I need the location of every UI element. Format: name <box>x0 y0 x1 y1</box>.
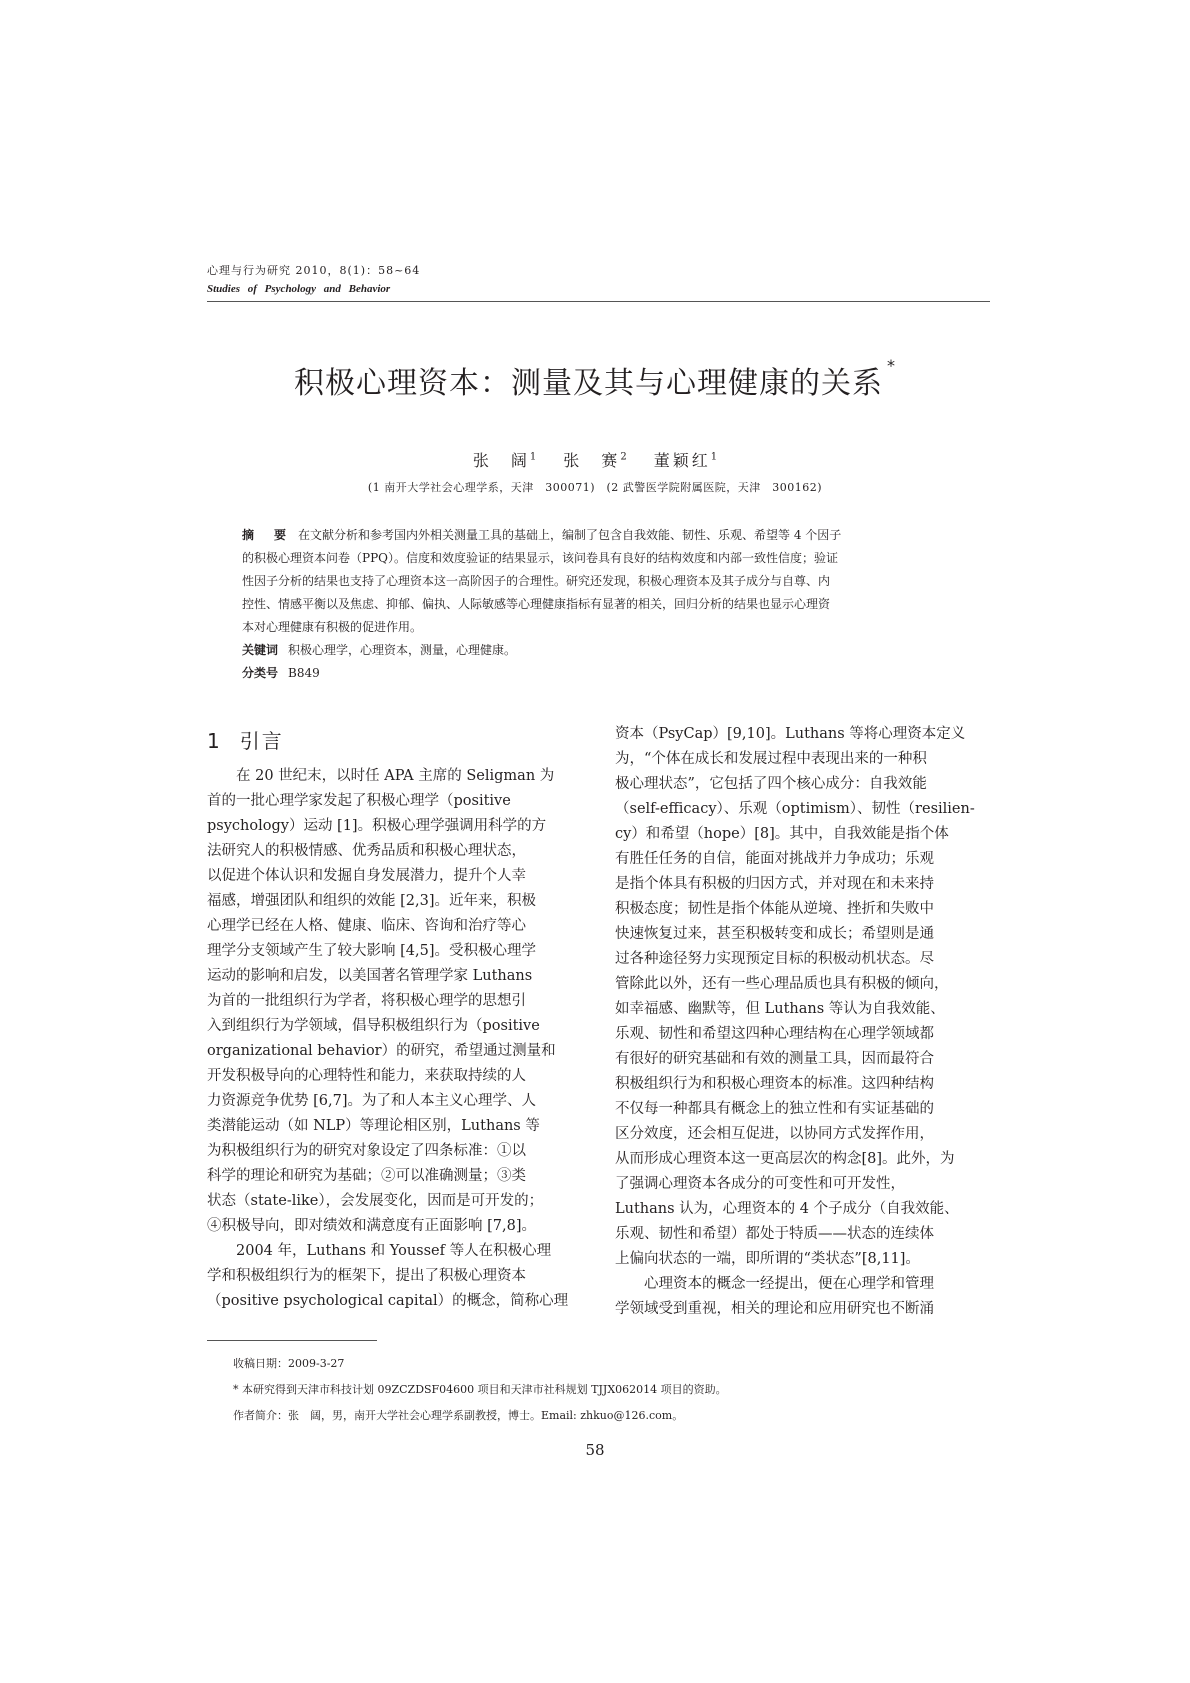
body-line: 有很好的研究基础和有效的测量工具，因而最符合 <box>615 1051 934 1067</box>
abstract-line: 的积极心理资本问卷（PPQ）。信度和效度验证的结果显示，该问卷具有良好的结构效度和内部一致性信度；验证 <box>242 551 838 565</box>
body-line: 资本（PsyCap）[9,10]。Luthans 等将心理资本定义 <box>615 726 966 742</box>
body-line: （self-efficacy）、乐观（optimism）、韧性（resilien- <box>615 801 975 817</box>
body-line: 心理资本的概念一经提出，便在心理学和管理 <box>615 1276 934 1292</box>
body-line: 入到组织行为学领域，倡导积极组织行为（positive <box>207 1018 540 1034</box>
body-line: 为积极组织行为的研究对象设定了四条标准：①以 <box>207 1143 526 1159</box>
abstract-line: 本对心理健康有积极的促进作用。 <box>242 620 423 634</box>
abstract-line: 控性、情感平衡以及焦虑、抑郁、偏执、人际敏感等心理健康指标有显著的相关，回归分析的结果也显示心理资 <box>242 597 831 611</box>
body-line: 法研究人的积极情感、优秀品质和积极心理状态， <box>207 843 526 859</box>
body-line: 科学的理论和研究为基础；②可以准确测量；③类 <box>207 1168 526 1184</box>
body-line: 状态（state-like），会发展变化，因而是可开发的； <box>207 1193 544 1209</box>
body-line: 类潜能运动（如 NLP）等理论相区别，Luthans 等 <box>207 1118 540 1134</box>
keywords-line <box>242 639 958 662</box>
body-line: 有胜任任务的自信，能面对挑战并力争成功；乐观 <box>615 851 934 867</box>
body-line: 管除此以外，还有一些心理品质也具有积极的倾向， <box>615 976 949 992</box>
body-line: psychology）运动 [1]。积极心理学强调用科学的方 <box>207 818 547 834</box>
section-heading <box>207 722 581 764</box>
body-line: 为，“个体在成长和发展过程中表现出来的一种积 <box>615 751 927 767</box>
body-line: 福感，增强团队和组织的效能 [2,3]。近年来，积极 <box>207 893 536 909</box>
abstract-block <box>242 524 958 685</box>
body-line: Luthans 认为，心理资本的 4 个子成分（自我效能、 <box>615 1201 959 1217</box>
body-line: organizational behavior）的研究，希望通过测量和 <box>207 1043 556 1059</box>
body-line: 是指个体具有积极的归因方式，并对现在和未来持 <box>615 876 934 892</box>
classification-line <box>242 662 958 685</box>
author-name: 张 赛 <box>563 451 621 470</box>
body-line: ④积极导向，即对绩效和满意度有正面影响 [7,8]。 <box>207 1218 536 1234</box>
body-line: 如幸福感、幽默等，但 Luthans 等认为自我效能、 <box>615 1001 945 1017</box>
abstract-line: 性因子分析的结果也支持了心理资本这一高阶因子的合理性。研究还发现，积极心理资本及其子成分与自尊、内 <box>242 574 831 588</box>
body-line: 不仅每一种都具有概念上的独立性和有实证基础的 <box>615 1101 934 1117</box>
author-affil-mark: 1 <box>710 451 718 463</box>
body-line: 过各种途径努力实现预定目标的积极动机状态。尽 <box>615 951 934 967</box>
body-line: 开发积极导向的心理特性和能力，来获取持续的人 <box>207 1068 526 1084</box>
abstract-label: 摘 要 <box>242 528 291 542</box>
classification-code: B849 <box>288 666 320 680</box>
abstract-line <box>242 524 958 547</box>
header-divider <box>207 301 990 302</box>
body-column-left <box>207 722 581 1314</box>
footnote-divider <box>207 1340 377 1341</box>
received-date: 收稿日期：2009-3-27 <box>233 1357 345 1370</box>
body-line: 2004 年，Luthans 和 Youssef 等人在积极心理 <box>207 1243 552 1259</box>
section-number: 1 <box>207 729 222 753</box>
body-line: 心理学已经在人格、健康、临床、咨询和治疗等心 <box>207 918 526 934</box>
body-line: 乐观、韧性和希望）都处于特质——状态的连续体 <box>615 1226 934 1242</box>
body-line: 上偏向状态的一端，即所谓的“类状态”[8,11]。 <box>615 1251 920 1267</box>
keywords-label: 关键词 <box>242 643 279 657</box>
keywords-text: 积极心理学，心理资本，测量，心理健康。 <box>288 643 517 657</box>
body-line: 积极组织行为和积极心理资本的标准。这四种结构 <box>615 1076 934 1092</box>
body-line: 首的一批心理学家发起了积极心理学（positive <box>207 793 511 809</box>
author-bio: 作者简介：张 阔，男，南开大学社会心理学系副教授，博士。Email: zhkuo@126.com。 <box>233 1409 684 1422</box>
affiliations: (1 南开大学社会心理学系，天津 300071) (2 武警医学院附属医院，天津 300162) <box>367 481 823 494</box>
page-number: 58 <box>585 1441 605 1459</box>
author-name: 董颖红 <box>653 451 711 470</box>
body-line: 力资源竞争优势 [6,7]。为了和人本主义心理学、人 <box>207 1093 536 1109</box>
footnotes <box>233 1351 727 1429</box>
body-line: 从而形成心理资本这一更高层次的构念[8]。此外，为 <box>615 1151 955 1167</box>
body-line: 快速恢复过来，甚至积极转变和成长；希望则是通 <box>615 926 934 942</box>
author-affil-mark: 2 <box>620 451 627 463</box>
body-line: 积极态度；韧性是指个体能从逆境、挫折和失败中 <box>615 901 934 917</box>
body-line: 了强调心理资本各成分的可变性和可开发性， <box>615 1176 905 1192</box>
journal-name-english: Studies of Psychology and Behavior <box>207 283 391 295</box>
author-name: 张 阔 <box>472 451 530 470</box>
body-line: 学和积极组织行为的框架下，提出了积极心理资本 <box>207 1268 526 1284</box>
paper-title <box>0 358 1190 402</box>
body-line: 以促进个体认识和发掘自身发展潜力，提升个人幸 <box>207 868 526 884</box>
abstract-text: 在文献分析和参考国内外相关测量工具的基础上，编制了包含自我效能、韧性、乐观、希望等 4 个因子 <box>298 528 842 542</box>
body-line: 理学分支领域产生了较大影响 [4,5]。受积极心理学 <box>207 943 536 959</box>
body-line: 在 20 世纪末，以时任 APA 主席的 Seligman 为 <box>207 768 555 784</box>
journal-citation: 心理与行为研究 2010，8(1)：58~64 <box>207 264 421 277</box>
body-line: 学领域受到重视，相关的理论和应用研究也不断涌 <box>615 1301 934 1317</box>
body-line: 极心理状态”，它包括了四个核心成分：自我效能 <box>615 776 927 792</box>
body-line: cy）和希望（hope）[8]。其中，自我效能是指个体 <box>615 826 949 842</box>
body-line: 乐观、韧性和希望这四种心理结构在心理学领域都 <box>615 1026 934 1042</box>
body-column-right <box>615 722 993 1322</box>
paper-title-text: 积极心理资本：测量及其与心理健康的关系 <box>294 366 883 401</box>
body-line: 运动的影响和启发，以美国著名管理学家 Luthans <box>207 968 533 984</box>
section-title: 引言 <box>239 729 284 753</box>
author-list <box>0 448 1190 471</box>
body-line: （positive psychological capital）的概念，简称心理 <box>207 1293 569 1309</box>
body-line: 为首的一批组织行为学者，将积极心理学的思想引 <box>207 993 526 1009</box>
title-footnote-mark: * <box>887 356 896 375</box>
classification-label: 分类号 <box>242 666 279 680</box>
body-line: 区分效度，还会相互促进，以协同方式发挥作用， <box>615 1126 934 1142</box>
author-affil-mark: 1 <box>529 451 537 463</box>
funding-note: * 本研究得到天津市科技计划 09ZCZDSF04600 项目和天津市社科规划 TJJX062014 项目的资助。 <box>233 1383 727 1396</box>
